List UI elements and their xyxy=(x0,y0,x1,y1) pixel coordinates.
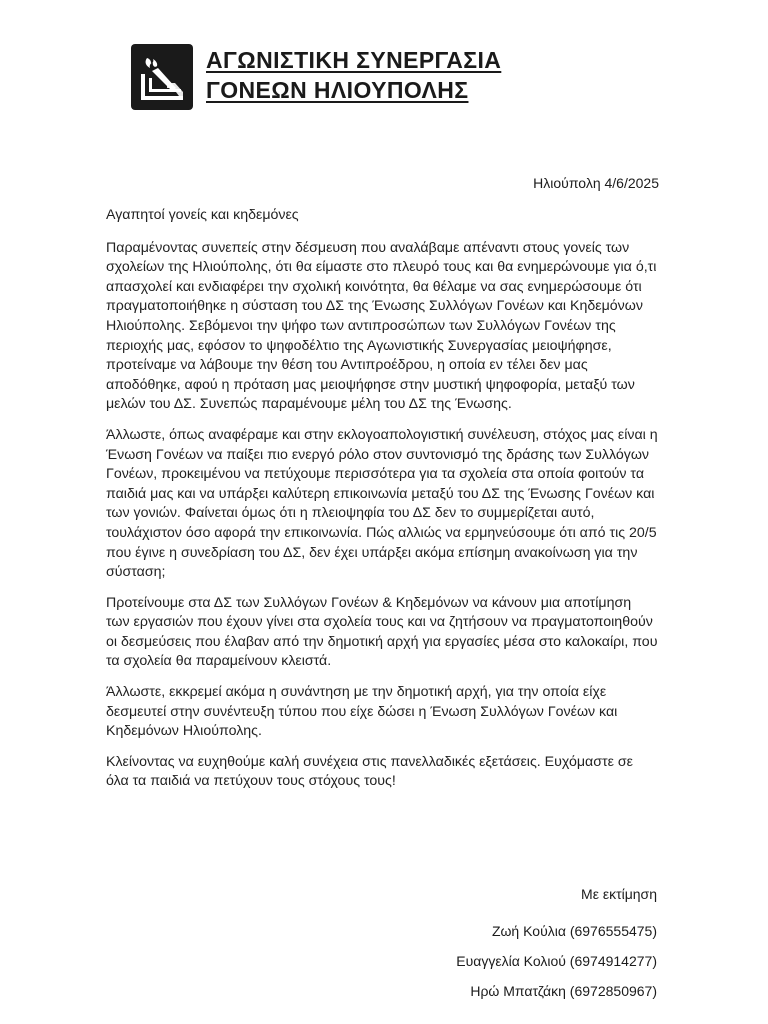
paragraph-1: Παραμένοντας συνεπείς στην δέσμευση που αναλάβαμε απέναντι στους γονείς των σχολείων της Ηλιούπολης, ότι θα είμαστε στο πλευρό τους και θα ενημερώνουμε για ό,τι απασχολεί και ενδιαφέρει την σχολική κοινότητα, θα θέλαμε να σας ενημερώσουμε ότι πραγματοποιήθηκε η σύσταση του ΔΣ της Ένωσης Συλλόγων Γονέων και Κηδεμόνων Ηλιούπολης. Σεβόμενοι την ψήφο των αντιπροσώπων των Συλλόγων Γονέων της περιοχής μας, εφόσον το ψηφοδέλτιο της Αγωνιστικής Συνεργασίας μειοψήφησε, προτείναμε να λάβουμε την θέση του Αντιπροέδρου, η οποία εν τέλει δεν μας αποδόθηκε, αφού η πρόταση μας μειοψήφησε στην μυστική ψηφοφορία, μεταξύ των μελών του ΔΣ. Συνεπώς παραμένουμε μέλη του ΔΣ της Ένωσης. xyxy=(106,239,657,413)
closing: Με εκτίμηση xyxy=(581,886,657,902)
signatory-3: Ηρώ Μπατζάκη (6972850967) xyxy=(470,983,657,999)
letter-body xyxy=(106,206,658,803)
greeting: Αγαπητοί γονείς και κηδεμόνες xyxy=(106,207,299,223)
organization-title-line2: ΓΟΝΕΩΝ ΗΛΙΟΥΠΟΛΗΣ xyxy=(206,77,469,103)
signatory-1: Ζωή Κούλια (6976555475) xyxy=(491,923,657,939)
paragraph-4: Άλλωστε, εκκρεμεί ακόμα η συνάντηση με την δημοτική αρχή, για την οποία είχε δεσμευτεί στην συνέντευξη τύπου που είχε δώσει η Ένωση Συλλόγων Γονέων και Κηδεμόνων Ηλιούπολης. xyxy=(106,684,618,740)
signoff-block xyxy=(257,882,657,1006)
signatory-2: Ευαγγελία Κολιού (6974914277) xyxy=(456,953,657,969)
letter-date: Ηλιούπολη 4/6/2025 xyxy=(533,175,659,191)
paragraph-5: Κλείνοντας να ευχηθούμε καλή συνέχεια στις πανελλαδικές εξετάσεις. Ευχόμαστε σε όλα τα παιδιά να πετύχουν τους στόχους τους! xyxy=(106,753,633,790)
paragraph-3: Προτείνουμε στα ΔΣ των Συλλόγων Γονέων & Κηδεμόνων να κάνουν μια αποτίμηση των εργασιών που έχουν γίνει στα σχολεία τους και να ζητήσουν να πραγματοποιηθούν οι δεσμεύσεις που έλαβαν από την δημοτική αρχή για εργασίες μέσα στο καλοκαίρι, που τα σχολεία θα παραμείνουν κλειστά. xyxy=(106,594,658,670)
torch-logo-icon xyxy=(131,44,193,110)
letter-header xyxy=(131,44,501,110)
paragraph-2: Άλλωστε, όπως αναφέραμε και στην εκλογοαπολογιστική συνέλευση, στόχος μας είναι η Ένωση Γονέων να παίξει πιο ενεργό ρόλο στον συντονισμό της δράσης των Συλλόγων Γονέων, προκειμένου να πετύχουμε περισσότερα για τα σχολεία στα οποία φοιτούν τα παιδιά μας και να υπάρξει καλύτερη επικοινωνία μεταξύ του ΔΣ της Ένωσης Γονέων και των γονιών. Φαίνεται όμως ότι η πλειοψηφία του ΔΣ δεν το συμμερίζεται αυτό, τουλάχιστον όσο αφορά την επικοινωνία. Πώς αλλιώς να ερμηνεύσουμε ότι από τις 20/5 που έγινε η συνεδρίαση του ΔΣ, δεν έχει υπάρξει ακόμα επίσημη ανακοίνωση για την σύσταση; xyxy=(106,426,658,581)
organization-title-line1: ΑΓΩΝΙΣΤΙΚΗ ΣΥΝΕΡΓΑΣΙΑ xyxy=(206,47,502,73)
organization-title xyxy=(206,45,501,105)
